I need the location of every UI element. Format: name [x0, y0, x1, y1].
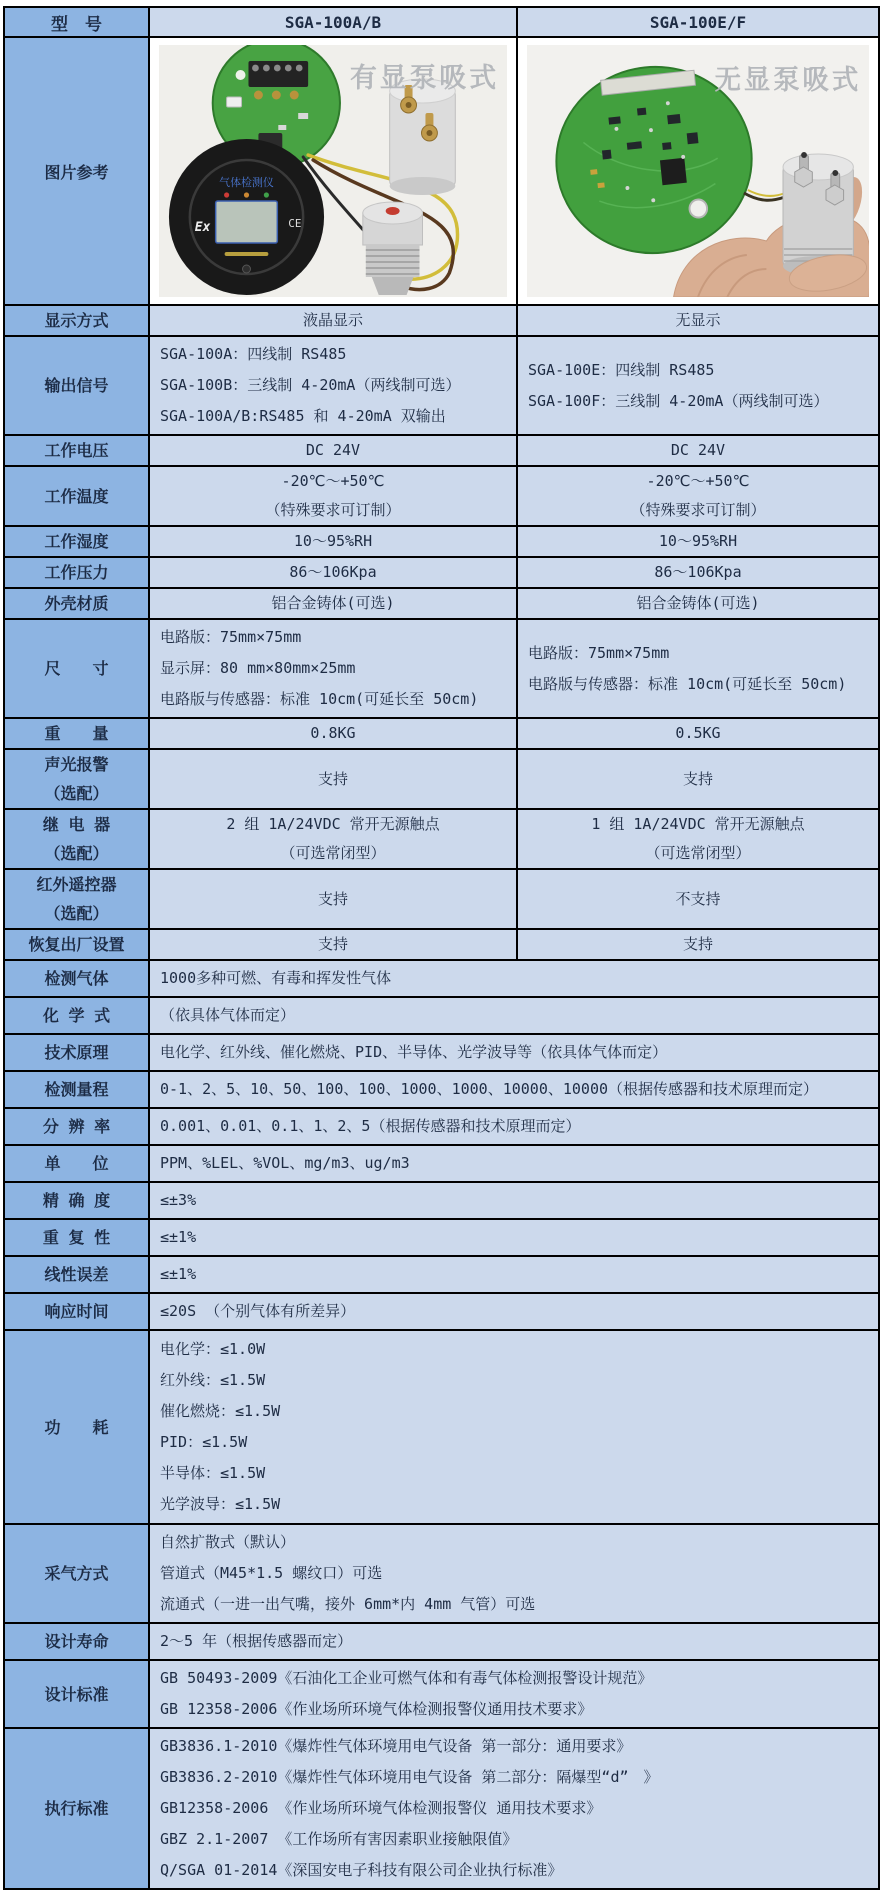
cell-dimensions-a [149, 619, 517, 718]
text-line: PPM、%LEL、%VOL、mg/m3、ug/m3 [160, 1154, 410, 1172]
text-line: 液晶显示 [302, 311, 363, 329]
row-label [4, 336, 149, 435]
cell-display-mode-a [149, 305, 517, 336]
cell-display-mode-b [517, 305, 879, 336]
row-shell-material [4, 588, 879, 619]
row-label [4, 809, 149, 869]
cell-design-standard [149, 1660, 879, 1728]
cell-resolution [149, 1108, 879, 1145]
text-line: 声光报警 [44, 755, 109, 774]
cell-shell-material-b [517, 588, 879, 619]
text-line: （依具体气体而定） [160, 1006, 296, 1024]
row-label [4, 1071, 149, 1108]
text-line: 0.5KG [675, 724, 721, 742]
row-ir-remote [4, 869, 879, 929]
row-power-consumption [4, 1330, 879, 1524]
text-line: ≤±1% [160, 1228, 197, 1246]
text-line: 重 复 性 [42, 1228, 111, 1247]
text-line: 0-1、2、5、10、50、100、100、1000、1000、10000、10000（根据传感器和技术原理而定） [160, 1080, 819, 1098]
text-line: -20℃～+50℃ [281, 472, 385, 490]
text-line: 输出信号 [44, 376, 109, 395]
text-line: （可选常闭型） [645, 844, 751, 862]
text-line: ≤20S （个别气体有所差异） [160, 1302, 356, 1320]
cell-ir-remote-a [149, 869, 517, 929]
row-factory-reset [4, 929, 879, 960]
row-detect-gas [4, 960, 879, 997]
row-output-signal [4, 336, 879, 435]
row-label [4, 1660, 149, 1728]
text-line: GB 50493-2009《石油化工企业可燃气体和有毒气体检测报警设计规范》 [160, 1669, 653, 1687]
cell-sampling-method [149, 1524, 879, 1623]
cell-working-pressure-a [149, 557, 517, 588]
text-line: 不支持 [675, 889, 721, 908]
row-detect-range [4, 1071, 879, 1108]
text-line: 红外线：≤1.5W [160, 1371, 266, 1389]
text-line: 执行标准 [44, 1799, 109, 1818]
cell-detect-range [149, 1071, 879, 1108]
text-line: 工作温度 [44, 486, 109, 506]
text-line: SGA-100E：四线制 RS485 [528, 360, 715, 379]
product-photo-a [159, 45, 507, 297]
row-label [4, 869, 149, 929]
text-line: 恢复出厂设置 [28, 935, 125, 954]
row-working-pressure [4, 557, 879, 588]
text-line: 工作压力 [44, 563, 109, 582]
row-working-voltage [4, 435, 879, 466]
cell-execution-standard [149, 1728, 879, 1889]
cell-output-signal-b [517, 336, 879, 435]
model-header-label: 型 号 [4, 7, 149, 37]
cell-working-voltage-a [149, 435, 517, 466]
row-sampling-method [4, 1524, 879, 1623]
text-line: 采气方式 [44, 1564, 109, 1583]
row-audible-alarm [4, 749, 879, 809]
text-line: 重 量 [44, 724, 109, 743]
text-line: 单 位 [44, 1154, 109, 1173]
text-line: （特殊要求可订制） [265, 501, 401, 519]
text-line: 86～106Kpa [289, 563, 377, 581]
model-b-header: SGA-100E/F [517, 7, 879, 37]
row-label [4, 1182, 149, 1219]
cell-working-humidity-b [517, 526, 879, 557]
cell-tech-principle [149, 1034, 879, 1071]
row-design-standard [4, 1660, 879, 1728]
cell-shell-material-a [149, 588, 517, 619]
header-row [4, 7, 879, 37]
row-label [4, 1145, 149, 1182]
product-photo-a-cell [149, 37, 517, 305]
text-line: （特殊要求可订制） [630, 501, 766, 519]
cell-accuracy [149, 1182, 879, 1219]
text-line: 10～95%RH [293, 532, 373, 550]
text-line: 2 组 1A/24VDC 常开无源触点 [226, 815, 440, 833]
device-screen-title: 气体检测仪 [219, 175, 274, 190]
row-label [4, 1034, 149, 1071]
model-a-header: SGA-100A/B [149, 7, 517, 37]
text-line: 1000多种可燃、有毒和挥发性气体 [160, 969, 392, 987]
text-line: Q/SGA 01-2014《深国安电子科技有限公司企业执行标准》 [160, 1861, 563, 1879]
text-line: 无显示 [675, 311, 721, 329]
row-label [4, 929, 149, 960]
spec-table [3, 6, 880, 1890]
cell-linearity-error [149, 1256, 879, 1293]
text-line: 铝合金铸体(可选) [636, 594, 760, 612]
row-chemical-formula [4, 997, 879, 1034]
text-line: 0.8KG [310, 724, 356, 742]
text-line: 化 学 式 [42, 1006, 111, 1025]
cell-power-consumption [149, 1330, 879, 1524]
row-response-time [4, 1293, 879, 1330]
row-working-temperature [4, 466, 879, 526]
text-line: -20℃～+50℃ [646, 472, 750, 490]
row-label [4, 588, 149, 619]
row-label [4, 305, 149, 336]
text-line: （选配） [44, 904, 109, 923]
text-line: 电路版与传感器：标准 10cm(可延长至 50cm) [160, 690, 479, 708]
cell-factory-reset-b [517, 929, 879, 960]
text-line: SGA-100F：三线制 4-20mA（两线制可选） [528, 391, 829, 410]
text-line: （选配） [44, 844, 109, 863]
text-line: ≤±3% [160, 1191, 197, 1209]
text-line: 电化学：≤1.0W [160, 1340, 266, 1358]
row-resolution [4, 1108, 879, 1145]
text-line: 继 电 器 [42, 815, 111, 834]
text-line: 86～106Kpa [654, 563, 742, 581]
row-label [4, 1524, 149, 1623]
text-line: SGA-100A/B:RS485 和 4-20mA 双输出 [160, 407, 446, 425]
row-tech-principle [4, 1034, 879, 1071]
row-design-life [4, 1623, 879, 1660]
row-label [4, 1256, 149, 1293]
row-weight [4, 718, 879, 749]
row-linearity-error [4, 1256, 879, 1293]
text-line: SGA-100B：三线制 4-20mA（两线制可选） [160, 376, 461, 394]
text-line: 工作湿度 [44, 532, 109, 551]
row-working-humidity [4, 526, 879, 557]
cell-dimensions-b [517, 619, 879, 718]
text-line: 检测量程 [44, 1080, 109, 1099]
text-line: 技术原理 [44, 1043, 109, 1062]
cell-working-temperature-b [517, 466, 879, 526]
text-line: 铝合金铸体(可选) [271, 594, 395, 612]
cell-weight-a [149, 718, 517, 749]
row-label [4, 1219, 149, 1256]
text-line: 支持 [317, 935, 348, 953]
text-line: 电路版：75mm×75mm [528, 643, 670, 662]
text-line: 电路版与传感器：标准 10cm(可延长至 50cm) [528, 674, 847, 693]
cell-weight-b [517, 718, 879, 749]
cell-chemical-formula [149, 997, 879, 1034]
cell-audible-alarm-a [149, 749, 517, 809]
row-label [4, 435, 149, 466]
cell-unit [149, 1145, 879, 1182]
text-line: 半导体：≤1.5W [160, 1464, 266, 1482]
cell-working-voltage-b [517, 435, 879, 466]
cell-ir-remote-b [517, 869, 879, 929]
cell-design-life [149, 1623, 879, 1660]
text-line: （可选常闭型） [280, 844, 386, 862]
row-unit [4, 1145, 879, 1182]
text-line: 功 耗 [44, 1417, 109, 1437]
cell-output-signal-a [149, 336, 517, 435]
row-label [4, 1728, 149, 1889]
row-accuracy [4, 1182, 879, 1219]
cell-detect-gas [149, 960, 879, 997]
device-ce-mark: CE [288, 216, 302, 231]
text-line: 支持 [317, 889, 348, 908]
row-label [4, 557, 149, 588]
text-line: 响应时间 [44, 1302, 109, 1321]
text-line: 显示屏：80 mm×80mm×25mm [160, 659, 356, 677]
row-execution-standard [4, 1728, 879, 1889]
cell-working-temperature-a [149, 466, 517, 526]
photo-row-label: 图片参考 [4, 37, 149, 305]
text-line: 管道式（M45*1.5 螺纹口）可选 [160, 1564, 383, 1582]
text-line: 精 确 度 [42, 1191, 111, 1210]
product-photo-b-cell [517, 37, 879, 305]
text-line: 显示方式 [44, 311, 109, 330]
row-dimensions [4, 619, 879, 718]
text-line: 2～5 年（根据传感器而定） [160, 1632, 353, 1650]
row-label [4, 997, 149, 1034]
text-line: 外壳材质 [44, 594, 109, 613]
text-line: 工作电压 [44, 441, 109, 460]
text-line: 1 组 1A/24VDC 常开无源触点 [591, 815, 805, 833]
text-line: 支持 [682, 935, 713, 953]
gas-detector-icon [169, 139, 324, 295]
cell-repeatability [149, 1219, 879, 1256]
text-line: 0.001、0.01、0.1、1、2、5（根据传感器和技术原理而定） [160, 1117, 581, 1135]
text-line: 自然扩散式（默认） [160, 1533, 296, 1551]
photo-row [4, 37, 879, 305]
text-line: 红外遥控器 [36, 875, 117, 894]
text-line: 支持 [682, 769, 713, 788]
cell-relay-a [149, 809, 517, 869]
row-label [4, 1108, 149, 1145]
row-label [4, 1330, 149, 1524]
cell-factory-reset-a [149, 929, 517, 960]
text-line: 设计标准 [44, 1684, 109, 1704]
text-line: 尺 寸 [44, 659, 109, 678]
sensor-cylinder-icon [390, 79, 456, 195]
row-repeatability [4, 1219, 879, 1256]
text-line: 光学波导：≤1.5W [160, 1495, 281, 1513]
text-line: PID：≤1.5W [160, 1433, 248, 1451]
cell-relay-b [517, 809, 879, 869]
cell-working-humidity-a [149, 526, 517, 557]
product-photo-b [527, 45, 869, 297]
text-line: DC 24V [305, 441, 361, 459]
cell-response-time [149, 1293, 879, 1330]
row-label [4, 1293, 149, 1330]
text-line: 分 辨 率 [42, 1117, 111, 1136]
row-label [4, 718, 149, 749]
text-line: DC 24V [670, 441, 726, 459]
photo-b-watermark: 无显泵吸式 [714, 64, 862, 97]
row-label [4, 466, 149, 526]
row-relay [4, 809, 879, 869]
text-line: 电路版：75mm×75mm [160, 628, 302, 646]
text-line: 流通式（一进一出气嘴，接外 6mm*内 4mm 气管）可选 [160, 1595, 536, 1613]
row-label [4, 619, 149, 718]
cell-audible-alarm-b [517, 749, 879, 809]
text-line: GB3836.1-2010《爆炸性气体环境用电气设备 第一部分：通用要求》 [160, 1737, 632, 1755]
row-label [4, 960, 149, 997]
text-line: 催化燃烧：≤1.5W [160, 1402, 281, 1420]
text-line: 设计寿命 [44, 1632, 109, 1651]
text-line: 检测气体 [44, 969, 109, 988]
text-line: GBZ 2.1-2007 《工作场所有害因素职业接触限值》 [160, 1830, 518, 1848]
row-label [4, 1623, 149, 1660]
row-display-mode [4, 305, 879, 336]
text-line: 10～95%RH [658, 532, 738, 550]
text-line: GB3836.2-2010《爆炸性气体环境用电气设备 第二部分：隔爆型“d” 》 [160, 1768, 659, 1786]
text-line: GB12358-2006 《作业场所环境气体检测报警仪 通用技术要求》 [160, 1799, 602, 1817]
photo-a-watermark: 有显泵吸式 [349, 62, 500, 95]
text-line: 电化学、红外线、催化燃烧、PID、半导体、光学波导等（依具体气体而定） [160, 1043, 668, 1061]
text-line: （选配） [44, 784, 109, 803]
device-ex-mark: Ex [194, 219, 211, 236]
text-line: GB 12358-2006《作业场所环境气体检测报警仪通用技术要求》 [160, 1700, 593, 1718]
row-label [4, 526, 149, 557]
text-line: SGA-100A：四线制 RS485 [160, 345, 347, 363]
text-line: 线性误差 [44, 1265, 109, 1284]
cell-working-pressure-b [517, 557, 879, 588]
row-label [4, 749, 149, 809]
text-line: ≤±1% [160, 1265, 197, 1283]
text-line: 支持 [317, 769, 348, 788]
